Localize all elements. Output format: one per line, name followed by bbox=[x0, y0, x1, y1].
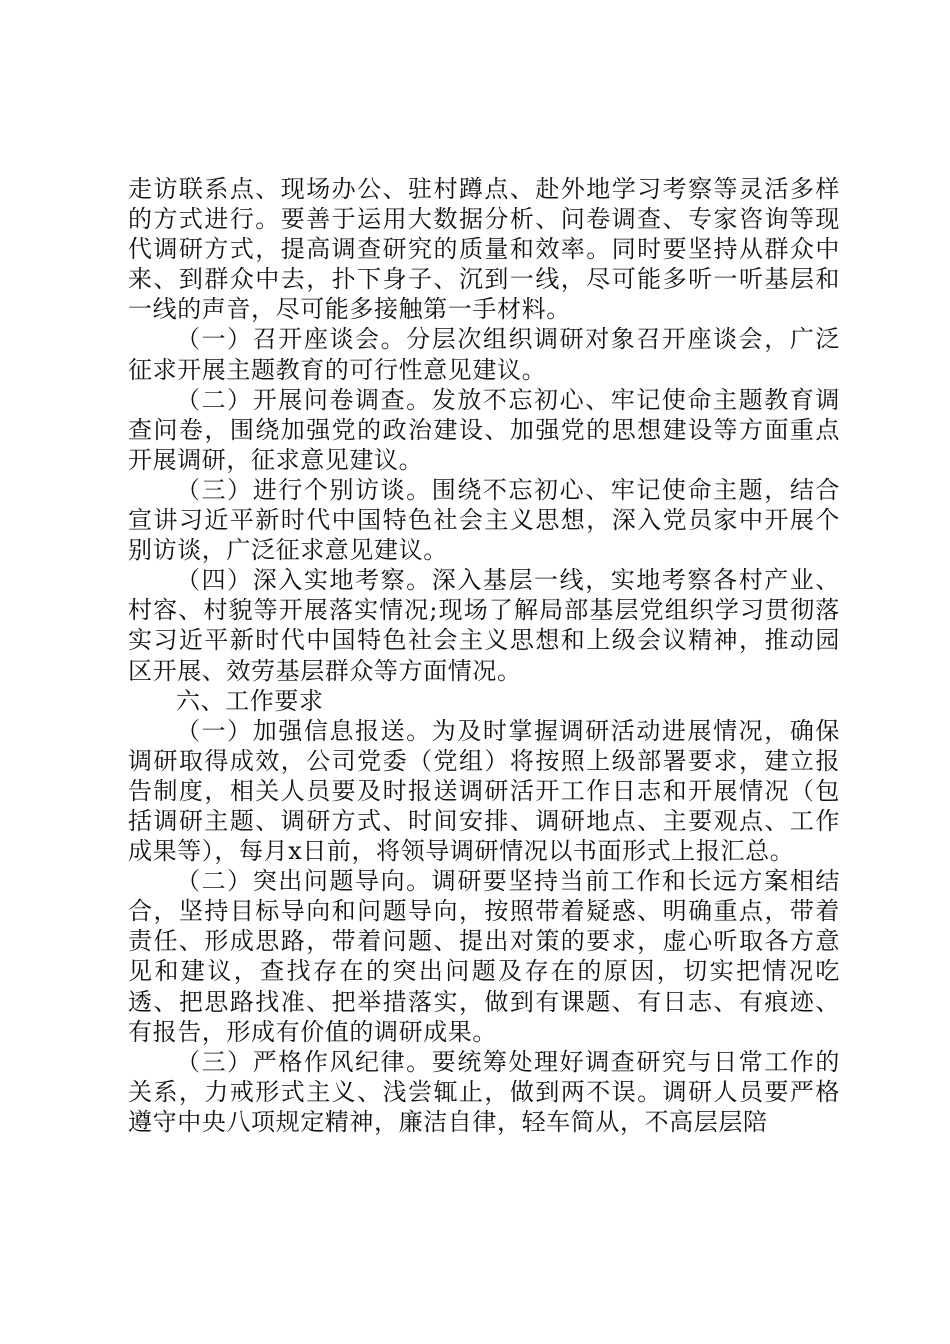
paragraph-field-inspection: （四）深入实地考察。深入基层一线，实地考察各村产业、村容、村貌等开展落实情况;现场了解局部基层党组织学习贯彻落实习近平新时代中国特色社会主义思想和上级会议精神，推动园区开展、效劳基层群众等方面情况。 bbox=[128, 566, 840, 685]
paragraph-symposium: （一）召开座谈会。分层次组织调研对象召开座谈会，广泛征求开展主题教育的可行性意见建议。 bbox=[128, 325, 840, 384]
section-heading: 六、工作要求 bbox=[176, 686, 324, 715]
paragraph-requirement-discipline: （三）严格作风纪律。要统筹处理好调查研究与日常工作的关系，力戒形式主义、浅尝辄止，做到两不误。调研人员要严格遵守中央八项规定精神，廉洁自律，轻车简从，不高层层陪 bbox=[128, 1047, 840, 1136]
paragraph-requirement-problem-oriented: （二）突出问题导向。调研要坚持当前工作和长远方案相结合，坚持目标导向和问题导向，按照带着疑惑、明确重点，带着责任、形成思路，带着问题、提出对策的要求，虚心听取各方意见和建议，查找存在的突出问题及存在的原因，切实把情况吃透、把思路找准、把举措落实，做到有课题、有日志、有痕迹、有报告，形成有价值的调研成果。 bbox=[128, 867, 840, 1046]
document-body bbox=[128, 174, 840, 1137]
paragraph-methods: 走访联系点、现场办公、驻村蹲点、赴外地学习考察等灵活多样的方式进行。要善于运用大数据分析、问卷调查、专家咨询等现代调研方式，提高调查研究的质量和效率。同时要坚持从群众中来、到群众中去，扑下身子、沉到一线，尽可能多听一听基层和一线的声音，尽可能多接触第一手材料。 bbox=[128, 175, 840, 324]
paragraph-requirement-reporting: （一）加强信息报送。为及时掌握调研活动进展情况，确保调研取得成效，公司党委（党组）将按照上级部署要求，建立报告制度，相关人员要及时报送调研活开工作日志和开展情况（包括调研主题、调研方式、时间安排、调研地点、主要观点、工作成果等），每月x日前，将领导调研情况以书面形式上报汇总。 bbox=[128, 716, 840, 866]
paragraph-questionnaire: （二）开展问卷调查。发放不忘初心、牢记使命主题教育调查问卷，围绕加强党的政治建设、加强党的思想建设等方面重点开展调研，征求意见建议。 bbox=[128, 385, 840, 474]
paragraph-interview: （三）进行个别访谈。围绕不忘初心、牢记使命主题，结合宣讲习近平新时代中国特色社会主义思想，深入党员家中开展个别访谈，广泛征求意见建议。 bbox=[128, 475, 840, 565]
